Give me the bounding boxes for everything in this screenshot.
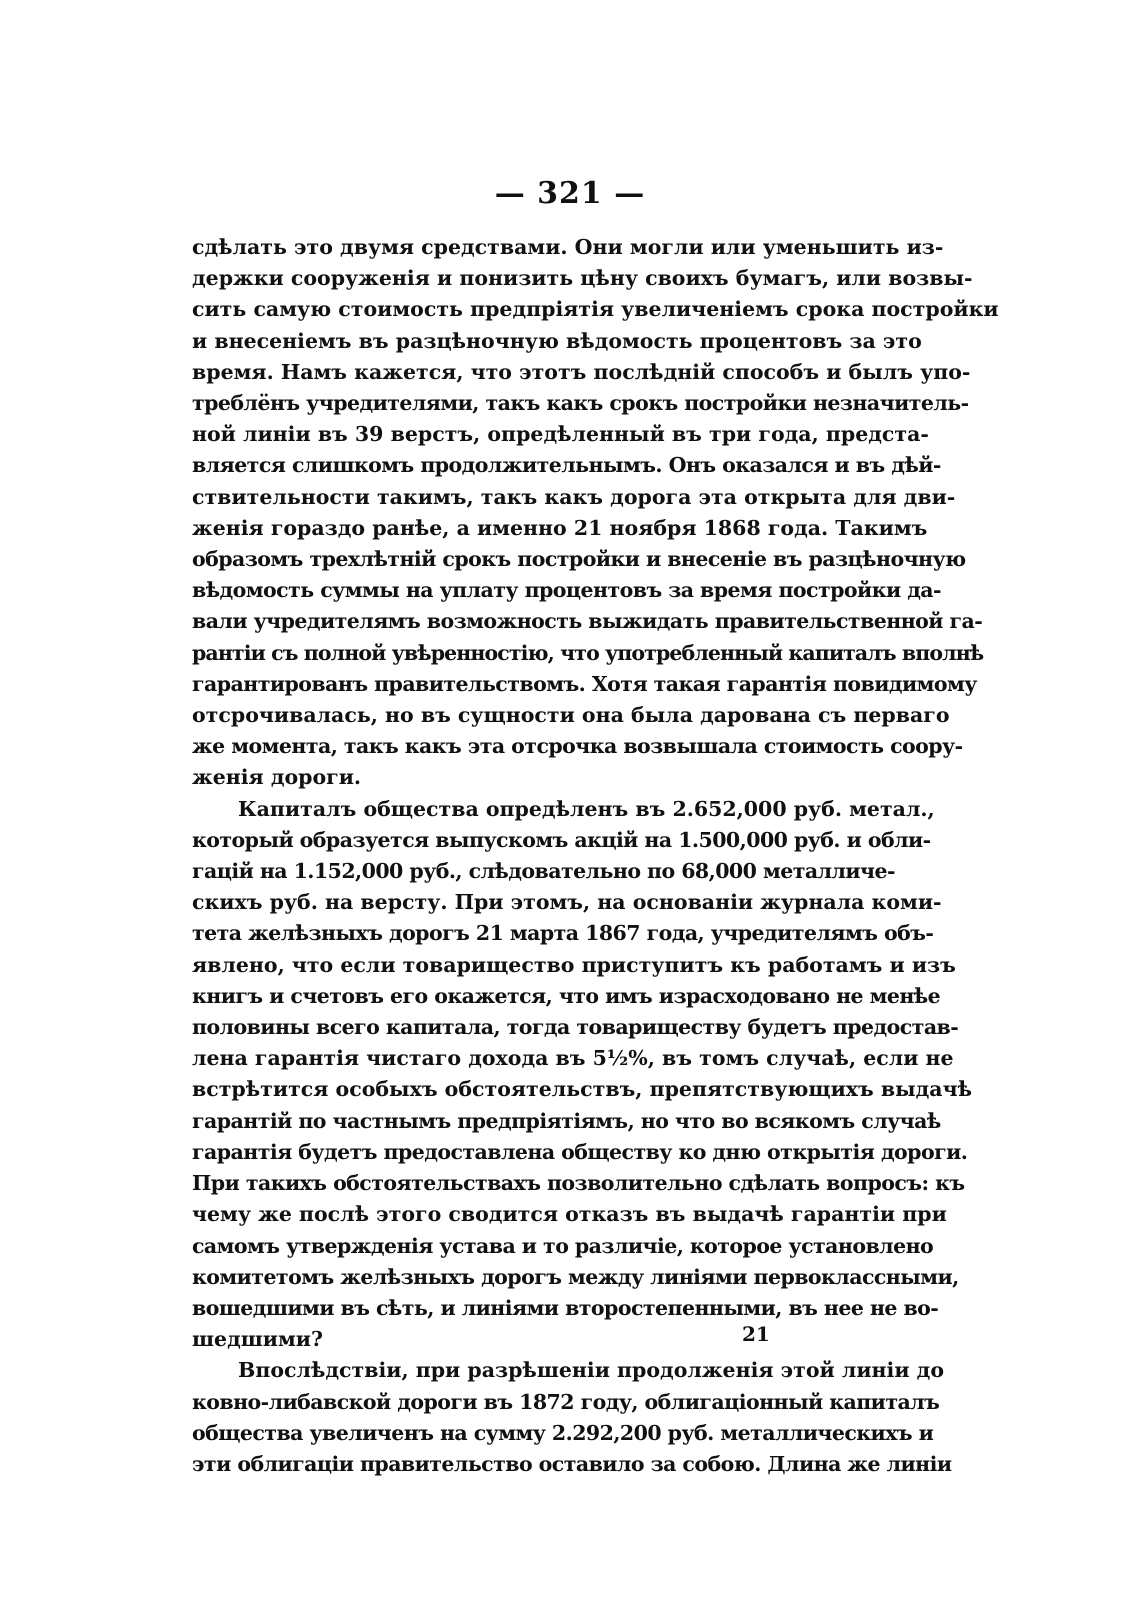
text-line: вляется слишкомъ продолжительнымъ. Онъ оказался и въ дѣй- [192,453,941,478]
text-line: ствительности такимъ, такъ какъ дорога эта открыта для дви- [192,484,956,509]
text-line: держки сооруженія и понизить цѣну своихъ бумагъ, или возвы- [192,266,973,291]
text-line: При такихъ обстоятельствахъ позволительно сдѣлать вопросъ: къ [192,1171,965,1196]
text-line: образомъ трехлѣтній срокъ постройки и внесеніе въ разцѣночную [192,547,966,572]
text-line: отсрочивалась, но въ сущности она была дарована съ перваго [192,703,950,728]
text-line: половины всего капитала, тогда товариществу будетъ предостав- [192,1015,959,1040]
text-line: сдѣлать это двумя средствами. Они могли или уменьшить из- [192,235,944,259]
text-line: книгъ и счетовъ его окажется, что имъ израсходовано не менѣе [192,983,941,1008]
text-line: вали учредителямъ возможность выжидать правительственной га- [192,609,983,634]
text-line: рантіи съ полной увѣренностію, что употребленный капиталъ вполнѣ [192,640,984,665]
text-line: шедшими? [192,1327,323,1352]
text-line: лена гарантія чистаго дохода въ 5¹⁄₂%, въ томъ случаѣ, если не [192,1046,954,1071]
text-line: сить самую стоимость предпріятія увеличеніемъ срока постройки [192,297,999,322]
page-number: — 321 — [494,176,646,211]
text-line: эти облигаціи правительство оставило за собою. Длина же линіи [192,1451,952,1476]
text-line: самомъ утвержденія устава и то различіе, которое установлено [192,1233,934,1258]
text-line: Впослѣдствіи, при разрѣшеніи продолженія этой линіи до [238,1358,944,1383]
text-line: женія гораздо ранѣе, а именно 21 ноября 1868 года. Такимъ [192,515,928,540]
text-line: чему же послѣ этого сводится отказъ въ выдачѣ гарантіи при [192,1202,947,1227]
text-line: вошедшими въ сѣть, и линіями второстепенными, въ нее не во- [192,1295,939,1320]
text-line: встрѣтится особыхъ обстоятельствъ, препятствующихъ выдачѣ [192,1077,973,1102]
text-line: ной линіи въ 39 верстъ, опредѣленный въ три года, предста- [192,422,929,447]
text-line: треблёнъ учредителями, такъ какъ срокъ постройки незначитель- [192,391,969,416]
text-line: гацій на 1.152,000 руб., слѣдовательно по 68,000 металличе- [192,859,895,884]
paragraph-3 [192,1355,952,1480]
text-line: ковно-либавской дороги въ 1872 году, облигаціонный капиталъ [192,1389,940,1414]
text-line: вѣдомость суммы на уплату процентовъ за время постройки да- [192,578,941,603]
text-line: гарантія будетъ предоставлена обществу ко дню открытія дороги. [192,1139,968,1164]
text-line: который образуется выпускомъ акцій на 1.500,000 руб. и обли- [192,827,931,852]
body-text [192,232,999,1480]
paragraph-1 [192,232,999,794]
text-line: время. Намъ кажется, что этотъ послѣдній способъ и былъ упо- [192,359,971,384]
text-line: скихъ руб. на версту. При этомъ, на основаніи журнала коми- [192,890,942,915]
text-line: женія дороги. [192,765,362,790]
text-line: же момента, такъ какъ эта отсрочка возвышала стоимость соору- [192,734,963,759]
text-line: Капиталъ общества опредѣленъ въ 2.652,000 руб. метал., [238,796,935,821]
text-line: явлено, что если товарищество приступитъ къ работамъ и изъ [192,952,956,977]
text-line: гарантій по частнымъ предпріятіямъ, но что во всякомъ случаѣ [192,1108,941,1133]
text-line: комитетомъ желѣзныхъ дорогъ между линіями первоклассными, [192,1264,959,1289]
text-line: тета желѣзныхъ дорогъ 21 марта 1867 года, учредителямъ объ- [192,921,934,946]
paragraph-2 [192,794,973,1356]
signature-mark: 21 [742,1322,770,1346]
text-line: общества увеличенъ на сумму 2.292,200 руб. металлическихъ и [192,1420,934,1445]
text-line: и внесеніемъ въ разцѣночную вѣдомость процентовъ за это [192,328,922,353]
text-line: гарантированъ правительствомъ. Хотя такая гарантія повидимому [192,671,977,696]
